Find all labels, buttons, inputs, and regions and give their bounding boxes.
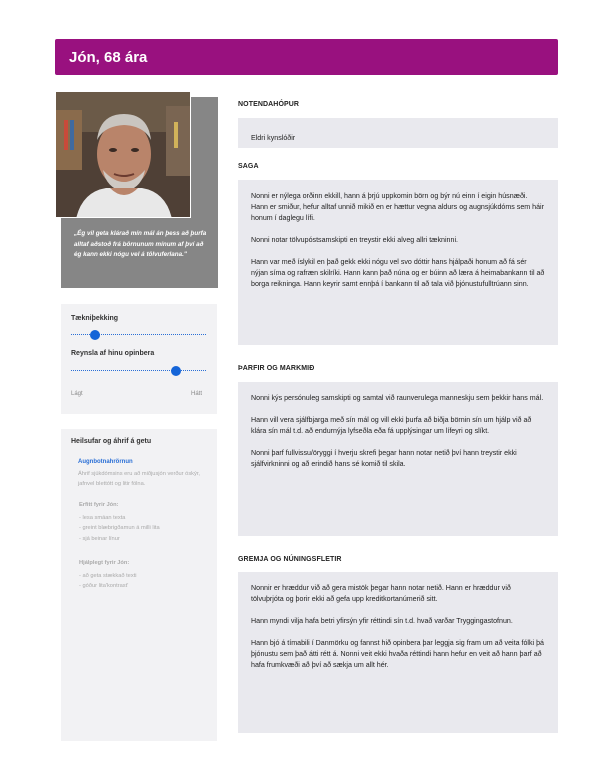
health-title: Heilsufar og áhrif á getu bbox=[71, 438, 152, 445]
helpful-heading: Hjálplegt fyrir Jón: bbox=[79, 560, 130, 566]
needs-paragraph: Hann vill vera sjálfbjarga með sín mál og vill ekki þurfa að biðja börnin sín um hjálp við að klára sín mál t.d. að endurnýja lyfseðla eða fá upplýsingar um lífeyri og slíkt. bbox=[251, 416, 532, 435]
frustrations-paragraph: Hann bjó á tímabili í Danmörku og fannst hið opinbera þar leggja sig fram um að veita fólki þá þjónustu sem það átti rétt á. Nonni veit ekki hvaða réttindi hann hefur en veit að hann þarf að hafa frumkvæði að því að sækja um allt hér. bbox=[251, 639, 544, 669]
skills-card bbox=[61, 304, 217, 414]
needs-paragraph: Nonni kýs persónuleg samskipti og samtal við raunverulega manneskju sem þekkir hans mál. bbox=[251, 394, 544, 402]
scale-high-label: Hátt bbox=[190, 391, 202, 397]
frustrations-paragraph: Hann myndi vilja hafa betri yfirsýn yfir réttindi sín t.d. hvað varðar Tryggingastofnun. bbox=[251, 617, 513, 625]
frustrations-heading: GREMJA OG NÚNINGSFLETIR bbox=[238, 556, 342, 563]
list-item: - sjá beinar línur bbox=[79, 535, 120, 542]
story-paragraph: Nonni notar tölvupóstsamskipti en treystir ekki alveg allri tækninni. bbox=[251, 236, 458, 244]
condition-description: Áhrif sjúkdómsins eru að miðjusjón verður óskýr, jafnvel blettótt og litir fölna. bbox=[78, 471, 201, 487]
persona-portrait-image bbox=[56, 92, 191, 218]
frustrations-paragraph: Nonnir er hræddur við að gera mistök þegar hann notar netið. Hann er hræddur við tölvuþrjóta og þorir ekki að gefa upp kreditkortanúmerið sitt. bbox=[251, 584, 511, 603]
tech-skill-slider[interactable] bbox=[71, 334, 206, 335]
gov-experience-thumb[interactable] bbox=[171, 366, 181, 376]
gov-experience-slider[interactable] bbox=[71, 370, 206, 371]
story-paragraph: Hann var með íslykil en það gekk ekki nógu vel svo dóttir hans hjálpaði honum að fá sér nýjan síma og rafræn skilríki. Hann kann það núna og er búinn að læra á heimabankann til að borga reikninga. Hann keyrir samt ennþá í bankann til að tala við þjónustufulltrúann sinn. bbox=[251, 258, 545, 288]
condition-name: Augnbotnahrörnun bbox=[78, 459, 133, 465]
needs-box bbox=[238, 382, 558, 536]
hard-for-heading: Erfitt fyrir Jón: bbox=[79, 502, 119, 508]
health-card bbox=[61, 429, 217, 741]
frustrations-box bbox=[238, 572, 558, 733]
helpful-list bbox=[79, 571, 137, 592]
needs-heading: ÞARFIR OG MARKMIÐ bbox=[238, 365, 315, 372]
list-item: - að geta stækkað texti bbox=[79, 573, 137, 579]
persona-title: Jón, 68 ára bbox=[69, 48, 148, 66]
tech-skill-thumb[interactable] bbox=[90, 330, 100, 340]
tech-skill-label: Tækniþekking bbox=[71, 315, 119, 322]
needs-paragraph: Nonni þarf fullvissu/öryggi í hverju skrefi þegar hann notar netið því hann treystir ekki sjálfvirkninni og að erindið hans sé komið til skila. bbox=[251, 449, 517, 468]
scale-low-label: Lágt bbox=[71, 391, 83, 397]
list-item: - lesa smáan texta bbox=[79, 515, 126, 521]
persona-photo bbox=[55, 91, 191, 218]
list-item: - góður lita'kontrast' bbox=[79, 583, 129, 590]
story-paragraph: Nonni er nýlega orðinn ekkill, hann á þrjú uppkomin börn og býr nú einn í eigin húsnæði. Hann er smiður, hefur alltaf unnið mikið en er hættur vegna aldurs og augnsjúkdóms sem háir honum í daglegu lífi. bbox=[251, 192, 544, 222]
user-group-box bbox=[238, 118, 558, 148]
story-box bbox=[238, 180, 558, 345]
gov-experience-label: Reynsla af hinu opinbera bbox=[71, 350, 155, 357]
list-item: - greint blæbrigðamun á milli lita bbox=[79, 525, 160, 532]
story-heading: SAGA bbox=[238, 163, 259, 170]
user-group-heading: NOTENDAHÓPUR bbox=[238, 101, 300, 108]
persona-header bbox=[55, 39, 558, 75]
user-group-value: Eldri kynslóðir bbox=[251, 134, 296, 142]
hard-for-list bbox=[79, 513, 160, 544]
persona-quote: „Ég vil geta klárað mín mál án þess að þurfa alltaf aðstoð frá börnunum mínum af því að ég kann ekki nógu vel á tölvuferlana." bbox=[74, 230, 207, 259]
